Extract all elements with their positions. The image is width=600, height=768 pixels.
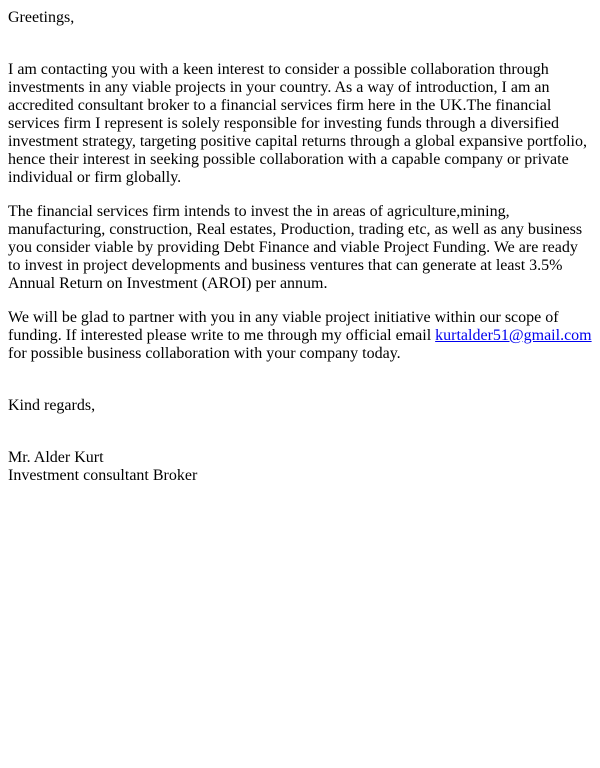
partnership-text-before-link: We will be glad to partner with you in any viable project initiative within our scope of funding. If interested please write to me through my official email — [8, 309, 559, 344]
signature-title: Investment consultant Broker — [8, 467, 198, 484]
email-body — [8, 9, 592, 485]
signature-block — [8, 449, 592, 485]
partnership-paragraph — [8, 309, 592, 363]
email-link[interactable]: kurtalder51@gmail.com — [435, 327, 592, 344]
investment-areas-paragraph: The financial services firm intends to invest the in areas of agriculture,mining, manufacturing, construction, Real estates, Production, trading etc, as well as any business you consider viable by providing Debt Finance and viable Project Funding. We are ready to invest in project developments and business ventures that can generate at least 3.5% Annual Return on Investment (AROI) per annum. — [8, 203, 583, 292]
partnership-text-after-link: for possible business collaboration with your company today. — [8, 345, 401, 362]
greeting-text: Greetings, — [8, 9, 75, 26]
intro-paragraph: I am contacting you with a keen interest to consider a possible collaboration through investments in any viable projects in your country. As a way of introduction, I am an accredited consultant broker to a financial services firm here in the UK.The financial services firm I represent is solely responsible for investing funds through a diversified investment strategy, targeting positive capital returns through a global expansive portfolio, hence their interest in seeking possible collaboration with a capable company or private individual or firm globally. — [8, 61, 587, 186]
signature-name: Mr. Alder Kurt — [8, 449, 104, 466]
closing-text: Kind regards, — [8, 397, 96, 414]
